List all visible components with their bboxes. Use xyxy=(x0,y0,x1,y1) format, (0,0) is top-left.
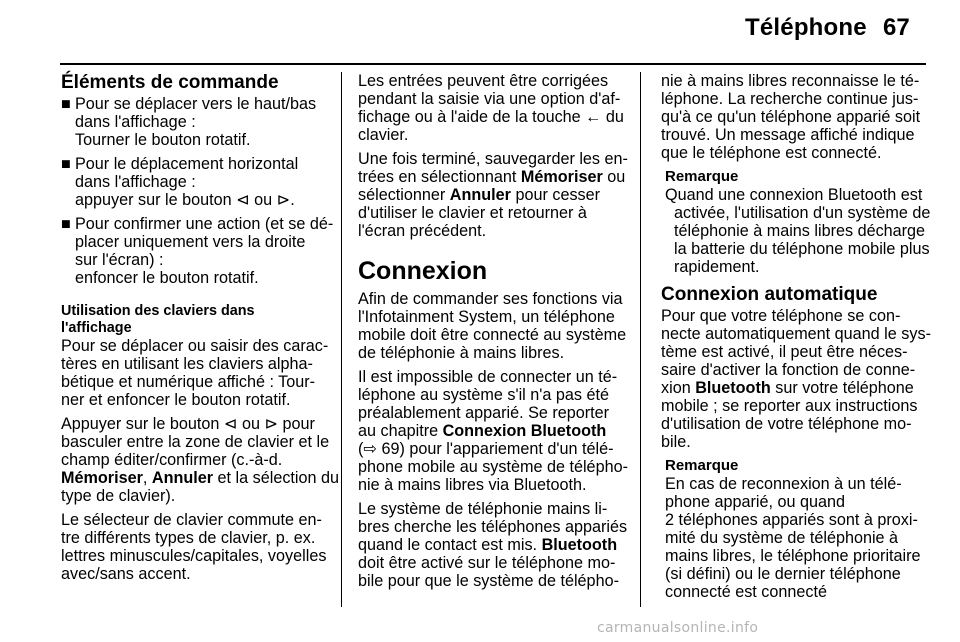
bullet-icon: ■ xyxy=(61,215,71,233)
cross-reference-link[interactable]: Connexion Bluetooth xyxy=(442,422,607,440)
text-line: placer uniquement vers la droite xyxy=(75,233,306,251)
text-line: l'Infotainment System, un téléphone xyxy=(358,308,615,326)
text-line: bile. xyxy=(661,433,691,451)
page-header xyxy=(0,0,960,60)
text-line: lettres minuscules/capitales, voyelles xyxy=(61,547,327,565)
bullet-icon: ■ xyxy=(61,155,71,173)
text-line: appuyer sur le bouton ⊲ ou ⊳. xyxy=(75,191,295,209)
text-line: bres cherche les téléphones appariés xyxy=(358,518,628,536)
text-line: activée, l'utilisation d'un système de xyxy=(674,204,931,222)
text-line: Utilisation des claviers dans xyxy=(61,303,255,319)
separator: , xyxy=(142,469,152,487)
text-line xyxy=(358,186,622,204)
note-block xyxy=(661,168,931,276)
text-line: nie à mains libres via Bluetooth. xyxy=(358,476,587,494)
text-line: nie à mains libres reconnaisse le té- xyxy=(661,72,920,90)
sub-heading xyxy=(61,303,329,337)
page-number: 67 xyxy=(883,14,910,41)
text-line: que le téléphone est connecté. xyxy=(661,144,882,162)
text-run: ou xyxy=(602,168,626,186)
text-run: pour cesser xyxy=(510,186,601,204)
text-line: rapidement. xyxy=(674,258,760,276)
bold-term: Mémoriser xyxy=(520,168,603,186)
text-line: Pour se déplacer vers le haut/bas xyxy=(75,95,317,113)
text-line: phone apparié, ou quand xyxy=(665,493,846,511)
text-line xyxy=(661,379,923,397)
text-line: 2 téléphones appariés sont à proxi- xyxy=(665,511,918,529)
section-heading: Éléments de commande xyxy=(61,72,279,93)
text-line: trouvé. Un message affiché indique xyxy=(661,126,915,144)
paragraph xyxy=(358,290,627,362)
text-run: au chapitre xyxy=(358,422,443,440)
text-line: necte automatiquement quand le sys- xyxy=(661,325,931,343)
text-line: saire d'activer la fonction de conne- xyxy=(661,361,916,379)
text-line: Une fois terminé, sauvegarder les en- xyxy=(358,150,628,168)
bold-term: Annuler xyxy=(449,186,511,204)
paragraph xyxy=(358,150,628,240)
text-line: fichage ou à l'aide de la touche ← du xyxy=(358,108,624,126)
text-run: sélectionner xyxy=(358,186,450,204)
text-line: Pour que votre téléphone se con- xyxy=(661,307,901,325)
text-line: mains libres, le téléphone prioritaire xyxy=(665,547,921,565)
text-line: Les entrées peuvent être corrigées xyxy=(358,72,609,90)
text-line: Appuyer sur le bouton ⊲ ou ⊳ pour xyxy=(61,415,315,433)
note-heading: Remarque xyxy=(665,457,739,474)
text-line: Le sélecteur de clavier commute en- xyxy=(61,511,322,529)
text-line: sur l'écran) : xyxy=(75,251,164,269)
bold-term: Bluetooth xyxy=(695,379,771,397)
text-line: téléphonie à mains libres décharge xyxy=(674,222,926,240)
text-line: Afin de commander ses fonctions via xyxy=(358,290,623,308)
chapter-heading: Connexion xyxy=(358,257,488,285)
text-line: préalablement apparié. Se reporter xyxy=(358,404,610,422)
section-heading: Connexion automatique xyxy=(661,284,878,305)
column-2 xyxy=(358,72,628,596)
column-divider xyxy=(640,72,641,607)
column-1 xyxy=(61,72,340,589)
bullet-icon: ■ xyxy=(61,95,71,113)
text-line: dans l'affichage : xyxy=(75,113,196,131)
text-line: Quand une connexion Bluetooth est xyxy=(665,186,923,204)
text-line: Le système de téléphonie mains li- xyxy=(358,500,608,518)
text-line: enfoncer le bouton rotatif. xyxy=(75,269,259,287)
text-line: clavier. xyxy=(358,126,409,144)
text-line: phone mobile au système de télépho- xyxy=(358,458,628,476)
text-line: connecté est connecté xyxy=(665,583,827,601)
text-line: de téléphonie à mains libres. xyxy=(358,344,565,362)
paragraph xyxy=(358,72,622,144)
bold-term: Annuler xyxy=(151,469,214,487)
text-line: Pour le déplacement horizontal xyxy=(75,155,299,173)
column-divider xyxy=(341,72,342,607)
text-line: tères en utilisant les claviers alpha- xyxy=(61,355,313,373)
paragraph xyxy=(358,500,628,590)
paragraph xyxy=(61,337,329,409)
text-line: tème est activé, il peut être néces- xyxy=(661,343,908,361)
text-run: quand le contact est mis. xyxy=(358,536,542,554)
column-3 xyxy=(661,72,931,609)
text-line: Pour se déplacer ou saisir des carac- xyxy=(61,337,329,355)
text-line: avec/sans accent. xyxy=(61,565,191,583)
text-line: tre différents types de clavier, p. ex. xyxy=(61,529,316,547)
text-line: qu'à ce qu'un téléphone apparié soit xyxy=(661,108,921,126)
paragraph xyxy=(661,72,923,162)
text-line xyxy=(358,168,626,186)
text-line: doit être activé sur le téléphone mo- xyxy=(358,554,616,572)
text-line: basculer entre la zone de clavier et le xyxy=(61,433,330,451)
paragraph xyxy=(661,307,931,451)
text-line xyxy=(358,422,622,440)
text-line: mobile ; se reporter aux instructions xyxy=(661,397,918,415)
note-block xyxy=(661,457,923,601)
text-line xyxy=(358,536,622,554)
text-line: d'utiliser le clavier et retourner à xyxy=(358,204,587,222)
bold-term: Mémoriser xyxy=(61,469,143,487)
text-line: bétique et numérique affiché : Tour- xyxy=(61,373,316,391)
text-line: la batterie du téléphone mobile plus xyxy=(674,240,930,258)
page-title: Téléphone xyxy=(745,14,867,41)
text-line xyxy=(61,469,340,487)
paragraph xyxy=(61,511,329,583)
text-line: Il est impossible de connecter un té- xyxy=(358,368,618,386)
bold-term: Bluetooth xyxy=(541,536,618,554)
text-run: et la sélection du xyxy=(213,469,340,487)
text-line: bile pour que le système de télépho- xyxy=(358,572,619,590)
text-line: dans l'affichage : xyxy=(75,173,196,191)
text-line: mité du système de téléphonie à xyxy=(665,529,899,547)
note-heading: Remarque xyxy=(665,168,739,185)
text-run: xion xyxy=(661,379,696,397)
text-line: champ éditer/confirmer (c.-à-d. xyxy=(61,451,283,469)
text-line: Tourner le bouton rotatif. xyxy=(75,131,251,149)
text-line: léphone au système s'il n'a pas été xyxy=(358,386,609,404)
bullet-item xyxy=(61,95,329,149)
watermark-link[interactable]: carmanualsonline.info xyxy=(597,620,759,636)
text-line: d'utilisation de votre téléphone mo- xyxy=(661,415,912,433)
text-line: l'affichage xyxy=(61,320,132,336)
text-line: l'écran précédent. xyxy=(358,222,487,240)
header-rule xyxy=(60,63,926,65)
text-line: type de clavier). xyxy=(61,487,176,505)
text-line: pendant la saisie via une option d'af- xyxy=(358,90,621,108)
text-line: (si défini) ou le dernier téléphone xyxy=(665,565,901,583)
paragraph xyxy=(61,415,340,505)
text-line: mobile doit être connecté au système xyxy=(358,326,627,344)
text-line: ner et enfoncer le bouton rotatif. xyxy=(61,391,291,409)
text-run: sur votre téléphone xyxy=(770,379,914,397)
text-line: léphone. La recherche continue jus- xyxy=(661,90,919,108)
text-line: En cas de reconnexion à un télé- xyxy=(665,475,902,493)
paragraph xyxy=(358,368,628,494)
bullet-item xyxy=(61,155,329,209)
text-line: Pour confirmer une action (et se dé- xyxy=(75,215,334,233)
text-line: (⇨ 69) pour l'appariement d'un télé- xyxy=(358,440,614,458)
bullet-item xyxy=(61,215,334,287)
text-run: trées en sélectionnant xyxy=(358,168,521,186)
